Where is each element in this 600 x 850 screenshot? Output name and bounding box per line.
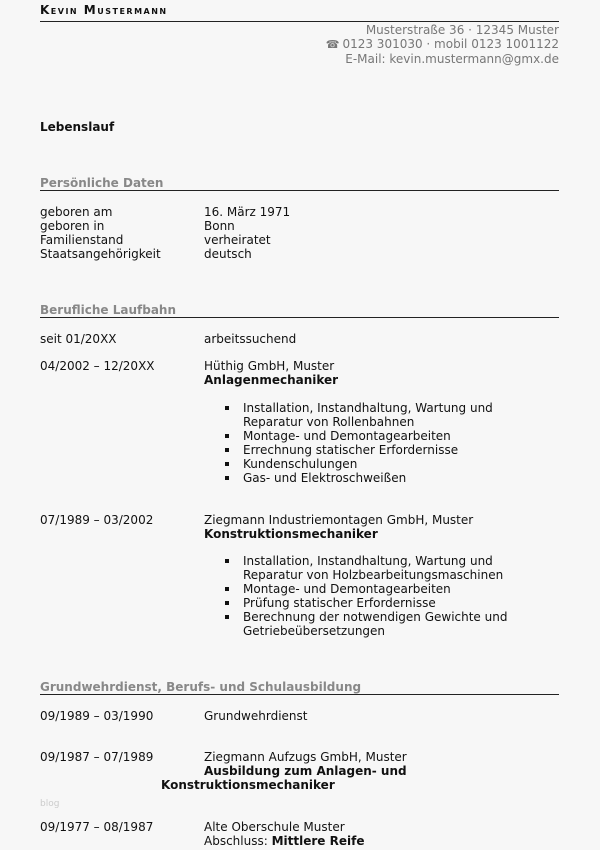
list-item: Berechnung der notwendigen Gewichte und Getriebeübersetzungen	[225, 610, 555, 638]
list-item: Montage- und Demontagearbeiten	[225, 582, 555, 596]
entry-period: 09/1987 – 07/1989	[40, 750, 154, 764]
list-item: Installation, Instandhaltung, Wartung und Reparatur von Rollenbahnen	[225, 401, 555, 429]
section-rule	[40, 317, 559, 318]
entry-company: Ziegmann Industriemontagen GmbH, Muster	[204, 513, 474, 527]
entry-period: 09/1977 – 08/1987	[40, 820, 154, 834]
section-rule	[40, 190, 559, 191]
list-item: Montage- und Demontagearbeiten	[225, 429, 555, 443]
entry-role-line2: Konstruktionsmechaniker	[161, 778, 335, 792]
entry-company: Hüthig GmbH, Muster	[204, 359, 335, 373]
phone-line	[326, 37, 559, 52]
applicant-name: Kevin Mustermann	[40, 3, 168, 17]
list-item: Prüfung statischer Erfordernisse	[225, 596, 555, 610]
section-heading-personal: Persönliche Daten	[40, 176, 164, 190]
task-list	[225, 401, 555, 485]
row-value: verheiratet	[204, 233, 271, 247]
list-item: Kundenschulungen	[225, 457, 555, 471]
list-item: Errechnung statischer Erfordernisse	[225, 443, 555, 457]
section-heading-career: Berufliche Laufbahn	[40, 303, 177, 317]
contact-block	[326, 23, 559, 66]
entry-period: seit 01/20XX	[40, 332, 117, 346]
row-value: 16. März 1971	[204, 205, 291, 219]
watermark: blog	[40, 799, 60, 809]
entry-period: 07/1989 – 03/2002	[40, 513, 154, 527]
entry-role-line1: Ausbildung zum Anlagen- und	[204, 764, 407, 778]
header-rule	[40, 21, 559, 22]
email[interactable]: E-Mail: kevin.mustermann@gmx.de	[345, 52, 559, 66]
degree-line	[204, 834, 364, 848]
entry-period: 04/2002 – 12/20XX	[40, 359, 155, 373]
row-label: Familienstand	[40, 233, 124, 247]
telephone-icon: ☎	[325, 38, 340, 51]
list-item: Gas- und Elektroschweißen	[225, 471, 555, 485]
row-label: geboren in	[40, 219, 105, 233]
entry-value: Grundwehrdienst	[204, 709, 308, 723]
entry-period: 09/1989 – 03/1990	[40, 709, 154, 723]
row-value: deutsch	[204, 247, 252, 261]
entry-company: arbeitssuchend	[204, 332, 297, 346]
section-heading-education: Grundwehrdienst, Berufs- und Schulausbildung	[40, 680, 362, 694]
entry-value: Ziegmann Aufzugs GmbH, Muster	[204, 750, 407, 764]
list-item: Installation, Instandhaltung, Wartung und Reparatur von Holzbearbeitungsmaschinen	[225, 554, 555, 582]
degree-prefix: Abschluss:	[204, 834, 272, 848]
row-value: Bonn	[204, 219, 235, 233]
entry-role: Anlagenmechaniker	[204, 373, 339, 387]
entry-value: Alte Oberschule Muster	[204, 820, 345, 834]
task-list	[225, 554, 555, 638]
phone-numbers: 0123 301030 · mobil 0123 1001122	[342, 37, 559, 51]
degree-value: Mittlere Reife	[271, 834, 365, 848]
document-title: Lebenslauf	[40, 120, 115, 134]
row-label: Staatsangehörigkeit	[40, 247, 161, 261]
row-label: geboren am	[40, 205, 113, 219]
entry-role: Konstruktionsmechaniker	[204, 527, 378, 541]
address: Musterstraße 36 · 12345 Muster	[365, 23, 559, 37]
education-entry-role	[161, 778, 541, 792]
section-rule	[40, 694, 559, 695]
